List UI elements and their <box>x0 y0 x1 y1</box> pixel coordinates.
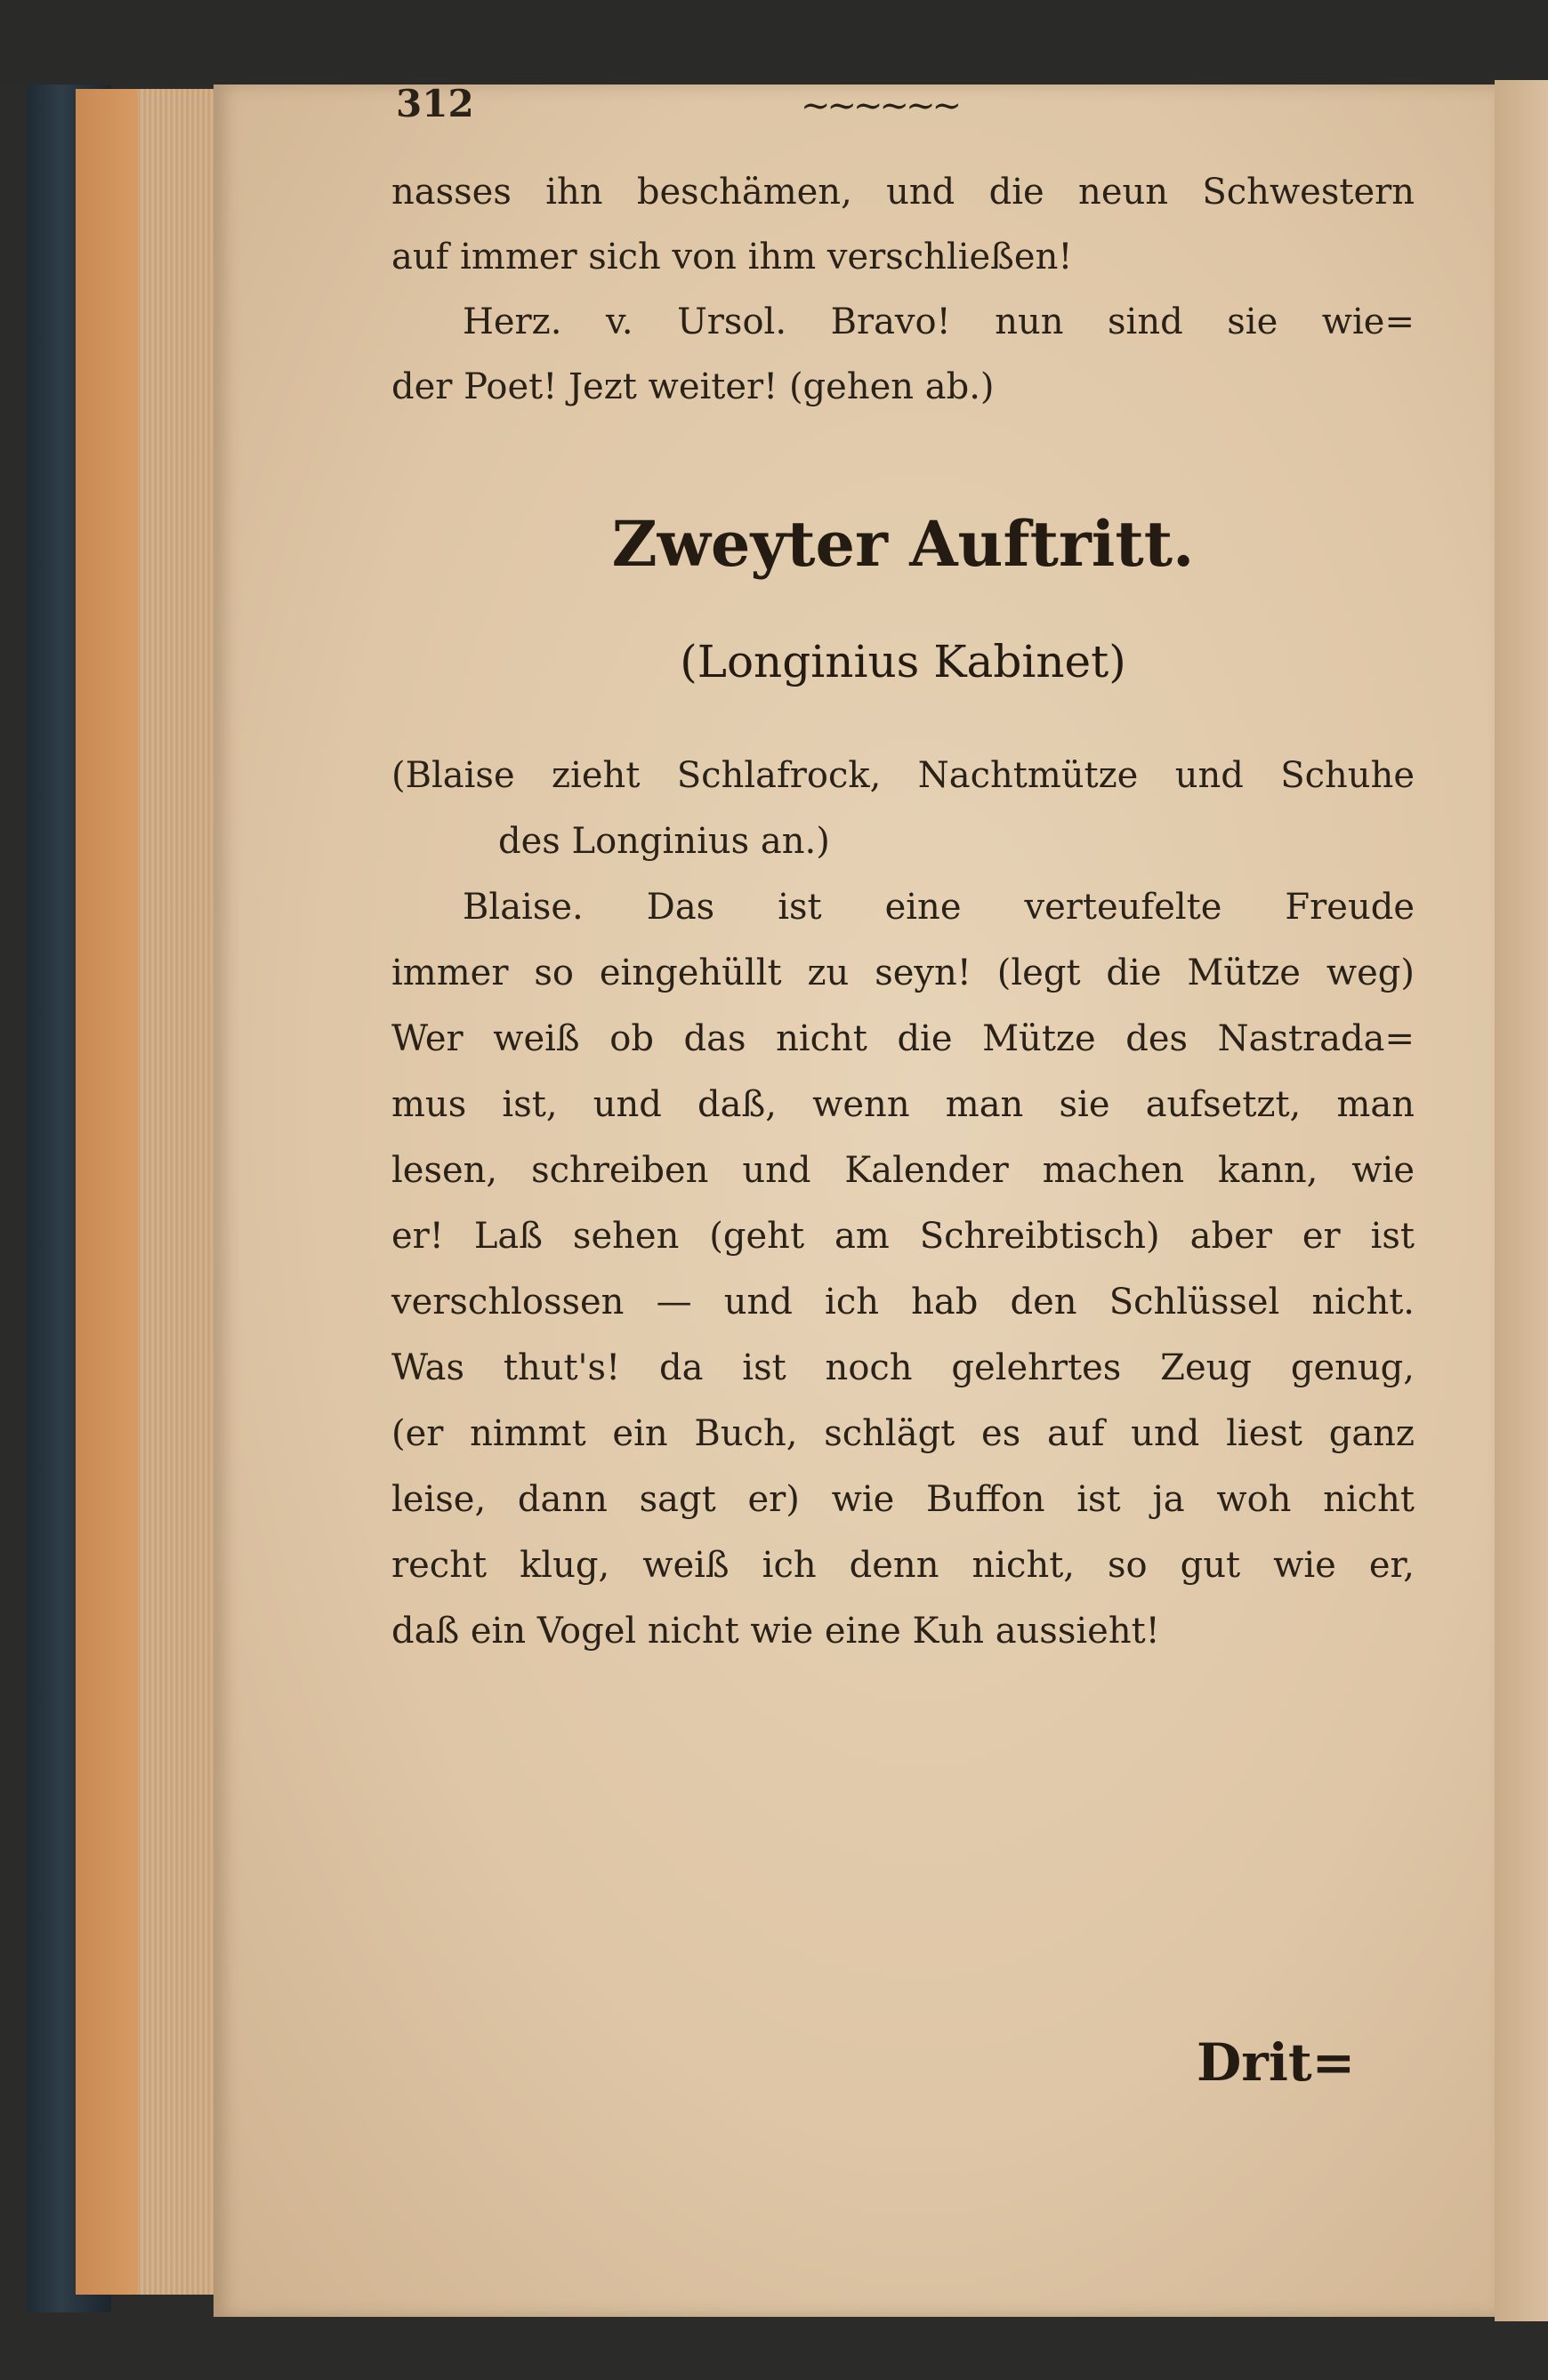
text-line: verschlossen — und ich hab den Schlüssel nicht. <box>391 1282 1415 1323</box>
text-line: recht klug, weiß ich denn nicht, so gut wie er, <box>391 1545 1415 1586</box>
text-line: Blaise. Das ist eine verteufelte Freude <box>463 887 1415 928</box>
text-line: Wer weiß ob das nicht die Mütze des Nastrada= <box>391 1018 1415 1059</box>
text-line: Herz. v. Ursol. Bravo! nun sind sie wie= <box>463 302 1415 342</box>
header-ornament: ~~~~~~ <box>801 85 959 126</box>
page-edge-tint <box>76 89 138 2295</box>
scan-background <box>0 0 1548 84</box>
text-line: immer so eingehüllt zu seyn! (legt die Mütze weg) <box>391 953 1415 993</box>
text-line: (Blaise zieht Schlafrock, Nachtmütze und Schuhe <box>391 755 1415 796</box>
text-line: lesen, schreiben und Kalender machen kann, wie <box>391 1150 1415 1191</box>
text-line: nasses ihn beschämen, und die neun Schwestern <box>391 172 1415 213</box>
text-line: daß ein Vogel nicht wie eine Kuh aussieht! <box>391 1611 1160 1652</box>
scene-location: (Longinius Kabinet) <box>680 636 1126 687</box>
text-line: der Poet! Jezt weiter! (gehen ab.) <box>391 366 995 407</box>
text-line: auf immer sich von ihm verschließen! <box>391 237 1073 277</box>
scene-heading: Zweyter Auftritt. <box>611 507 1195 581</box>
text-line: (er nimmt ein Buch, schlägt es auf und liest ganz <box>391 1413 1415 1454</box>
text-line: er! Laß sehen (geht am Schreibtisch) aber er ist <box>391 1216 1415 1257</box>
text-block-top <box>391 160 1415 420</box>
text-line: des Longinius an.) <box>498 821 830 862</box>
text-line: Was thut's! da ist noch gelehrtes Zeug genug, <box>391 1347 1415 1388</box>
facing-page-edge <box>1495 80 1548 2321</box>
text-block-body <box>391 743 1415 1664</box>
text-line: leise, dann sagt er) wie Buffon ist ja woh nicht <box>391 1479 1415 1520</box>
catchword: Drit= <box>1197 2032 1356 2093</box>
text-line: mus ist, und daß, wenn man sie aufsetzt, man <box>391 1084 1415 1125</box>
page-number: 312 <box>396 82 474 125</box>
